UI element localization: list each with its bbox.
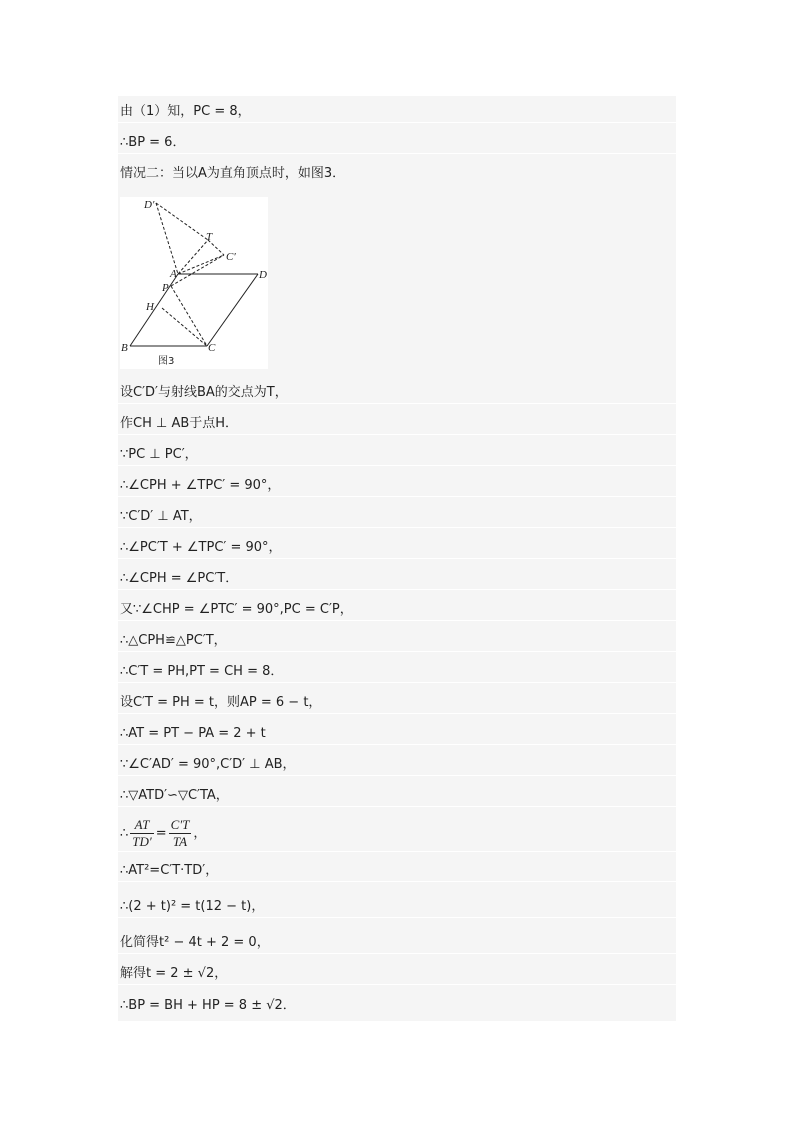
segment-dprime-t bbox=[156, 203, 208, 240]
solution-line: ∴BP = BH + HP = 8 ± √2． bbox=[120, 998, 296, 1013]
fraction-left bbox=[130, 817, 153, 850]
solution-line: ∴C′T = PH,PT = CH = 8． bbox=[118, 662, 676, 683]
segment-p-cprime bbox=[171, 255, 224, 286]
solution-line: ∵C′D′ ⊥ AT， bbox=[118, 507, 676, 528]
solution-line: ∴∠CPH = ∠PC′T． bbox=[118, 569, 676, 590]
solution-line: 由（1）知，PC = 8， bbox=[118, 102, 676, 123]
label-a: A bbox=[170, 268, 177, 280]
solution-line: ∵PC ⊥ PC′， bbox=[118, 445, 676, 466]
figure-caption: 图3 bbox=[158, 356, 175, 367]
solution-line: 设C′D′与射线BA的交点为T， bbox=[118, 383, 676, 404]
solution-line: ∴(2 + t)² = t(12 − t)， bbox=[118, 897, 676, 918]
solution-line: 作CH ⊥ AB于点H． bbox=[118, 414, 676, 435]
solution-line: ∴∠PC′T + ∠TPC′ = 90°， bbox=[118, 538, 676, 559]
label-d-prime: D′ bbox=[144, 199, 155, 211]
fraction-line bbox=[118, 816, 676, 852]
geometry-figure bbox=[120, 197, 268, 369]
label-t: T bbox=[206, 231, 213, 243]
label-b: B bbox=[121, 342, 128, 354]
fraction-right-denominator: TA bbox=[172, 834, 188, 849]
label-c: C bbox=[208, 342, 216, 354]
solution-line: ∴AT²=C′T·TD′， bbox=[118, 861, 676, 882]
label-d: D bbox=[259, 269, 267, 281]
fraction-left-denominator: TD′ bbox=[132, 834, 152, 849]
solution-line: 又∵∠CHP = ∠PTC′ = 90°,PC = C′P， bbox=[118, 600, 676, 621]
label-c-prime: C′ bbox=[226, 251, 236, 263]
solution-line: ∵∠C′AD′ = 90°,C′D′ ⊥ AB， bbox=[118, 755, 676, 776]
label-p: P bbox=[162, 282, 169, 294]
segment-a-t bbox=[178, 240, 208, 274]
solution-line: ∴▽ATD′∽▽C′TA， bbox=[118, 786, 676, 807]
segment-ba bbox=[130, 274, 178, 346]
segment-a-dprime bbox=[156, 203, 178, 274]
fraction-prefix: ∴ bbox=[120, 826, 129, 841]
segment-a-cprime bbox=[178, 255, 224, 274]
fraction-suffix: ， bbox=[193, 826, 207, 841]
segment-dc bbox=[207, 274, 258, 346]
fraction-right bbox=[169, 817, 192, 850]
solution-line: 情况二：当以A为直角顶点时，如图3． bbox=[120, 166, 346, 181]
segment-h-c bbox=[162, 308, 207, 346]
figure-svg bbox=[120, 197, 268, 369]
solution-line: ∴∠CPH + ∠TPC′ = 90°， bbox=[118, 476, 676, 497]
solution-line: ∴AT = PT − PA = 2 + t bbox=[118, 724, 676, 745]
fraction-equals: = bbox=[155, 826, 167, 841]
label-h: H bbox=[146, 301, 154, 313]
solution-line: 设C′T = PH = t，则AP = 6 − t， bbox=[118, 693, 676, 714]
solution-line: ∴△CPH≌△PC′T， bbox=[118, 631, 676, 652]
segment-p-c bbox=[171, 286, 207, 346]
fraction-left-numerator: AT bbox=[130, 817, 153, 834]
solution-line: ∴BP = 6． bbox=[118, 133, 676, 154]
solution-line: 解得t = 2 ± √2， bbox=[118, 964, 676, 985]
fraction-right-numerator: C′T bbox=[170, 817, 190, 832]
solution-line: 化简得t² − 4t + 2 = 0， bbox=[118, 933, 676, 954]
